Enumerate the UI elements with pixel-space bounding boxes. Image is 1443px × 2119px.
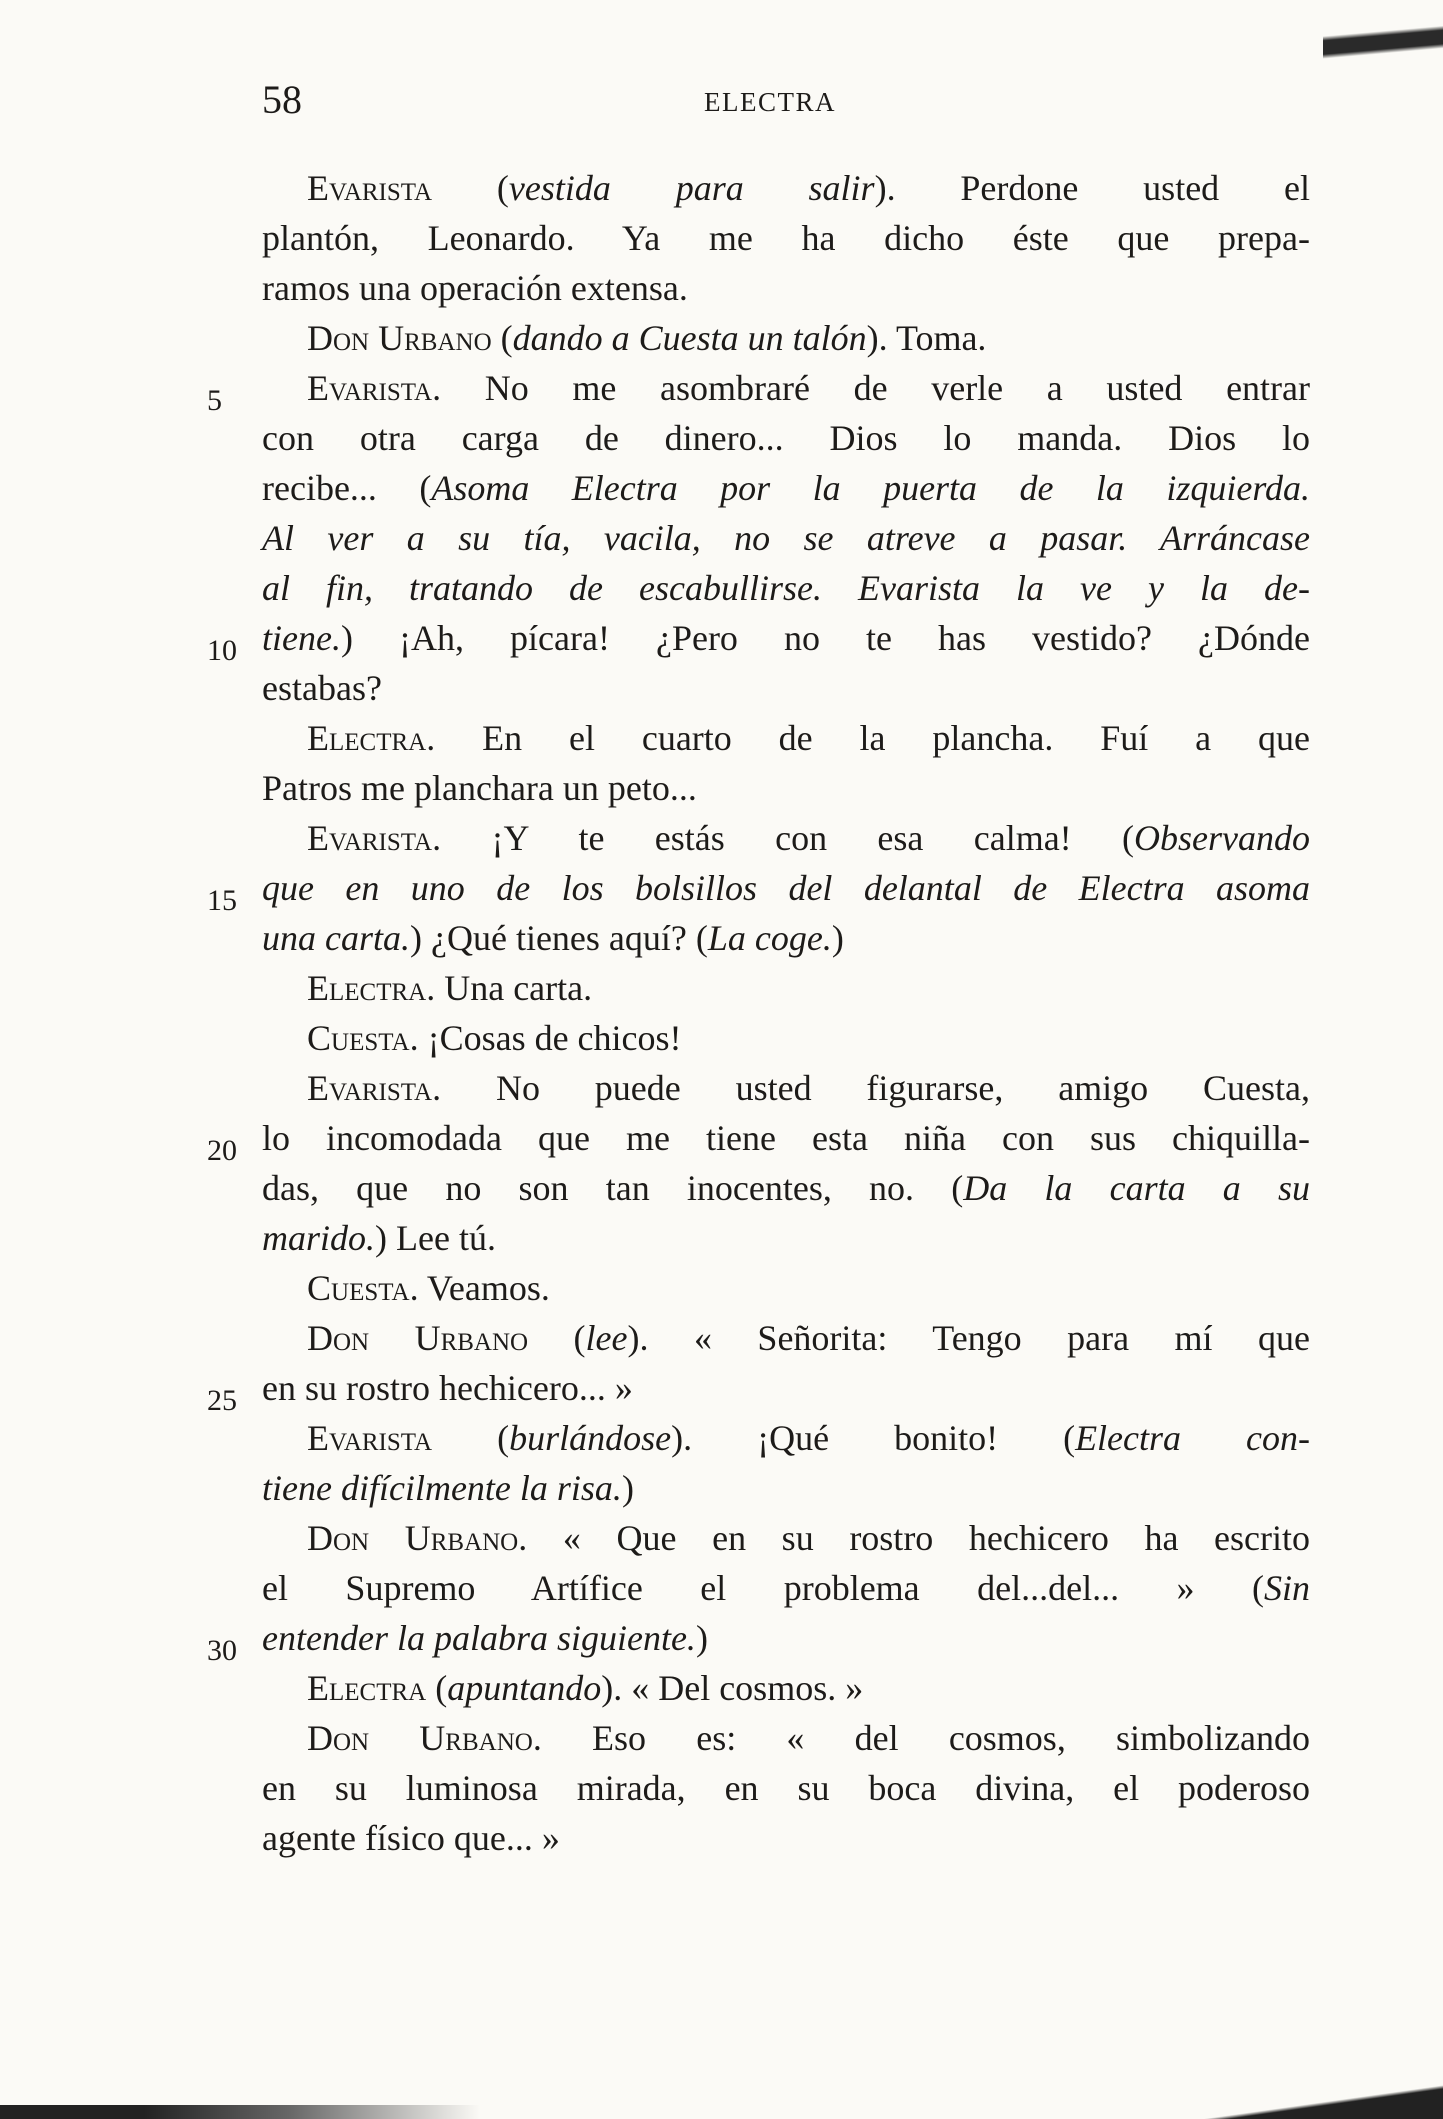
text-line: Don Urbano. Eso es: « del cosmos, simbolizando: [307, 1718, 1310, 1758]
text-line: Electra. En el cuarto de la plancha. Fuí a que: [307, 718, 1310, 758]
text-line: Patros me planchara un peto...: [262, 768, 697, 808]
text-line: al fin, tratando de escabullirse. Evarista la ve y la de-: [262, 568, 1310, 608]
text-line: marido.) Lee tú.: [262, 1218, 496, 1258]
line-number: 5: [207, 384, 222, 417]
text-line: ramos una operación extensa.: [262, 268, 688, 308]
line-number: 25: [207, 1384, 237, 1417]
text-line: Electra. Una carta.: [307, 968, 593, 1008]
text-line: Electra (apuntando). « Del cosmos. »: [307, 1668, 864, 1708]
text-line: Evarista. No puede usted figurarse, amigo Cuesta,: [307, 1068, 1310, 1108]
text-line: Evarista (burlándose). ¡Qué bonito! (Electra con-: [307, 1418, 1310, 1458]
text-line: lo incomodada que me tiene esta niña con sus chiquilla-: [262, 1118, 1310, 1158]
text-line: Don Urbano (dando a Cuesta un talón). Toma.: [307, 318, 987, 358]
text-line: das, que no son tan inocentes, no. (Da la carta a su: [262, 1168, 1310, 1208]
text-line: Evarista. ¡Y te estás con esa calma! (Observando: [307, 818, 1310, 858]
line-number: 20: [207, 1134, 237, 1167]
page-number: 58: [262, 77, 302, 122]
text-line: Al ver a su tía, vacila, no se atreve a pasar. Arráncase: [262, 518, 1310, 558]
text-line: tiene.) ¡Ah, pícara! ¿Pero no te has vestido? ¿Dónde: [262, 618, 1310, 658]
line-number: 10: [207, 634, 237, 667]
running-title: ELECTRA: [704, 87, 836, 117]
text-line: estabas?: [262, 668, 382, 708]
line-number: 15: [207, 884, 237, 917]
text-line: recibe... (Asoma Electra por la puerta de la izquierda.: [262, 468, 1311, 508]
text-line: agente físico que... »: [262, 1818, 560, 1858]
page-edge-shadow: [1193, 2079, 1443, 2119]
text-line: Cuesta. Veamos.: [307, 1268, 550, 1308]
text-line: entender la palabra siguiente.): [262, 1618, 708, 1658]
text-line: tiene difícilmente la risa.): [262, 1468, 634, 1508]
text-line: Evarista. No me asombraré de verle a usted entrar: [307, 368, 1310, 408]
page-edge-shadow: [0, 2105, 480, 2119]
text-line: el Supremo Artífice el problema del...del... » (Sin: [262, 1568, 1310, 1608]
text-line: en su luminosa mirada, en su boca divina, el poderoso: [262, 1768, 1310, 1808]
text-line: plantón, Leonardo. Ya me ha dicho éste que prepa-: [262, 218, 1310, 258]
text-line: Don Urbano (lee). « Señorita: Tengo para mí que: [307, 1318, 1310, 1358]
line-number: 30: [207, 1634, 237, 1667]
text-line: Cuesta. ¡Cosas de chicos!: [307, 1018, 682, 1058]
page-edge-shadow: [1323, 0, 1443, 80]
text-line: Evarista (vestida para salir). Perdone usted el: [307, 168, 1310, 208]
text-line: una carta.) ¿Qué tienes aquí? (La coge.): [262, 918, 844, 958]
text-line: con otra carga de dinero... Dios lo manda. Dios lo: [262, 418, 1310, 458]
text-line: que en uno de los bolsillos del delantal de Electra asoma: [262, 868, 1310, 908]
text-line: Don Urbano. « Que en su rostro hechicero ha escrito: [307, 1518, 1311, 1558]
text-line: en su rostro hechicero... »: [262, 1368, 633, 1408]
